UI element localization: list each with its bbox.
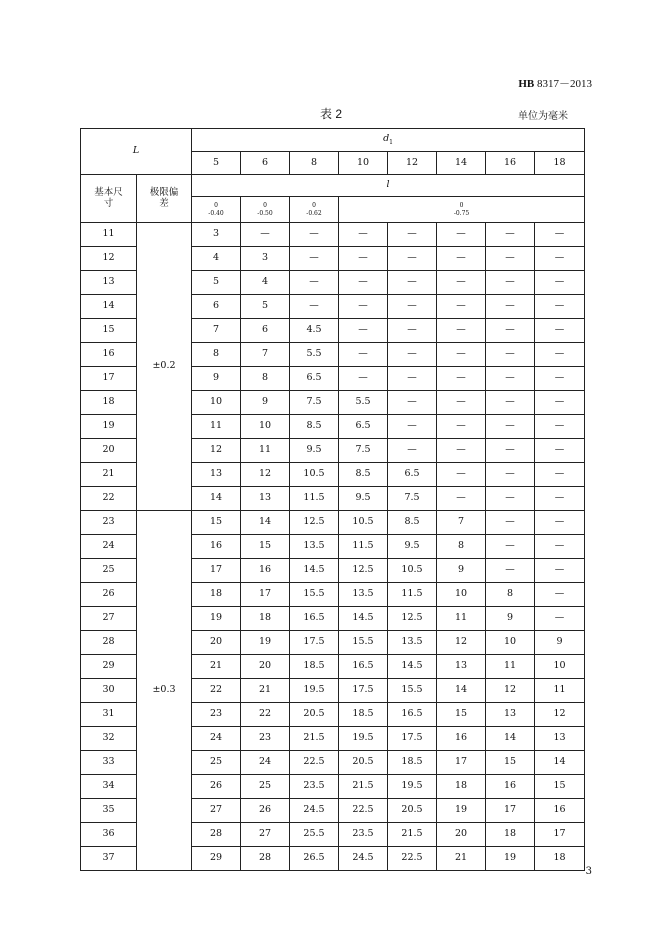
l-value-cell: 19 bbox=[437, 799, 486, 823]
l-value-cell: 11.5 bbox=[290, 487, 339, 511]
l-value-cell: 15.5 bbox=[290, 583, 339, 607]
basic-size-cell: 28 bbox=[81, 631, 137, 655]
l-value-cell: 21 bbox=[437, 847, 486, 871]
tol-upper: 0 bbox=[459, 202, 464, 209]
unit-note: 单位为毫米 bbox=[518, 111, 568, 122]
l-value-cell: — bbox=[437, 463, 486, 487]
basic-size-cell: 14 bbox=[81, 295, 137, 319]
basic-size-cell: 15 bbox=[81, 319, 137, 343]
l-value-cell: 17 bbox=[486, 799, 535, 823]
l-value-cell: — bbox=[486, 463, 535, 487]
l-value-cell: 10.5 bbox=[290, 463, 339, 487]
l-value-cell: 21.5 bbox=[388, 823, 437, 847]
basic-size-cell: 26 bbox=[81, 583, 137, 607]
tolerance-d6 bbox=[241, 197, 290, 223]
l-value-cell: 19.5 bbox=[290, 679, 339, 703]
basic-size-cell: 32 bbox=[81, 727, 137, 751]
l-value-cell: 15 bbox=[437, 703, 486, 727]
l-value-cell: — bbox=[241, 223, 290, 247]
l-value-cell: — bbox=[388, 343, 437, 367]
l-value-cell: 21.5 bbox=[290, 727, 339, 751]
tol-lower: -0.40 bbox=[208, 209, 224, 217]
page-number: 3 bbox=[585, 866, 592, 877]
l-value-cell: 16.5 bbox=[339, 655, 388, 679]
l-value-cell: 6.5 bbox=[339, 415, 388, 439]
l-value-cell: 18.5 bbox=[339, 703, 388, 727]
l-value-cell: 16 bbox=[192, 535, 241, 559]
l-value-cell: 8.5 bbox=[388, 511, 437, 535]
d-value: 14 bbox=[437, 152, 486, 175]
l-value-cell: 10.5 bbox=[339, 511, 388, 535]
basic-size-cell: 19 bbox=[81, 415, 137, 439]
l-value-cell: 12.5 bbox=[388, 607, 437, 631]
tolerance-d5 bbox=[192, 197, 241, 223]
l-value-cell: 19.5 bbox=[388, 775, 437, 799]
l-value-cell: 14 bbox=[241, 511, 290, 535]
l-value-cell: — bbox=[535, 439, 585, 463]
l-value-cell: 5 bbox=[241, 295, 290, 319]
basic-size-cell: 20 bbox=[81, 439, 137, 463]
basic-size-cell: 37 bbox=[81, 847, 137, 871]
l-value-cell: 25.5 bbox=[290, 823, 339, 847]
l-value-cell: — bbox=[388, 247, 437, 271]
d-value: 18 bbox=[535, 152, 585, 175]
l-value-cell: 20 bbox=[437, 823, 486, 847]
l-value-cell: 17 bbox=[192, 559, 241, 583]
l-value-cell: 20.5 bbox=[339, 751, 388, 775]
l-value-cell: 11 bbox=[192, 415, 241, 439]
l-value-cell: 20 bbox=[192, 631, 241, 655]
tol-upper: 0 bbox=[214, 202, 218, 209]
l-value-cell: 13 bbox=[486, 703, 535, 727]
l-value-cell: 14 bbox=[535, 751, 585, 775]
l-value-cell: 20.5 bbox=[388, 799, 437, 823]
l-value-cell: 15.5 bbox=[388, 679, 437, 703]
tolerance-d8 bbox=[290, 197, 339, 223]
l-value-cell: 13 bbox=[437, 655, 486, 679]
table-row bbox=[81, 511, 585, 535]
l-value-cell: — bbox=[535, 415, 585, 439]
l-value-cell: 14.5 bbox=[388, 655, 437, 679]
l-value-cell: — bbox=[535, 583, 585, 607]
l-value-cell: — bbox=[486, 391, 535, 415]
d-value: 8 bbox=[290, 152, 339, 175]
l-value-cell: 21 bbox=[241, 679, 290, 703]
basic-size-cell: 24 bbox=[81, 535, 137, 559]
l-value-cell: 11 bbox=[535, 679, 585, 703]
l-value-cell: — bbox=[486, 415, 535, 439]
l-value-cell: 26.5 bbox=[290, 847, 339, 871]
l-value-cell: 22 bbox=[241, 703, 290, 727]
l-value-cell: 14 bbox=[192, 487, 241, 511]
l-value-cell: — bbox=[437, 319, 486, 343]
l-value-cell: 21.5 bbox=[339, 775, 388, 799]
l-value-cell: — bbox=[486, 535, 535, 559]
d-value: 12 bbox=[388, 152, 437, 175]
l-value-cell: — bbox=[290, 271, 339, 295]
l-value-cell: — bbox=[388, 391, 437, 415]
l-value-cell: 8 bbox=[437, 535, 486, 559]
l-value-cell: 28 bbox=[192, 823, 241, 847]
l-value-cell: — bbox=[486, 295, 535, 319]
l-value-cell: 9.5 bbox=[388, 535, 437, 559]
l-value-cell: 13.5 bbox=[388, 631, 437, 655]
l-value-cell: 18 bbox=[192, 583, 241, 607]
l-value-cell: 8 bbox=[241, 367, 290, 391]
l-value-cell: — bbox=[437, 367, 486, 391]
basic-size-cell: 21 bbox=[81, 463, 137, 487]
l-value-cell: 14.5 bbox=[290, 559, 339, 583]
table-caption: 表 2 bbox=[319, 107, 342, 121]
l-value-cell: 15 bbox=[192, 511, 241, 535]
l-value-cell: 10 bbox=[241, 415, 290, 439]
l-value-cell: 18 bbox=[486, 823, 535, 847]
l-value-cell: — bbox=[535, 343, 585, 367]
standard-prefix: HB bbox=[518, 78, 535, 90]
basic-size-cell: 22 bbox=[81, 487, 137, 511]
l-value-cell: 18 bbox=[437, 775, 486, 799]
l-value-cell: — bbox=[339, 295, 388, 319]
l-value-cell: — bbox=[388, 367, 437, 391]
l-value-cell: 19 bbox=[486, 847, 535, 871]
l-value-cell: 16.5 bbox=[290, 607, 339, 631]
tol-upper: 0 bbox=[263, 202, 267, 209]
basic-size-cell: 11 bbox=[81, 223, 137, 247]
d1-header bbox=[192, 129, 585, 152]
l-value-cell: — bbox=[437, 247, 486, 271]
basic-size-cell: 27 bbox=[81, 607, 137, 631]
l-value-cell: 6.5 bbox=[388, 463, 437, 487]
d-value: 5 bbox=[192, 152, 241, 175]
l-value-cell: — bbox=[437, 391, 486, 415]
l-value-cell: 20 bbox=[241, 655, 290, 679]
basic-size-cell: 33 bbox=[81, 751, 137, 775]
l-value-cell: 18.5 bbox=[290, 655, 339, 679]
dimension-table bbox=[80, 128, 585, 871]
l-value-cell: 20.5 bbox=[290, 703, 339, 727]
l-value-cell: 8.5 bbox=[339, 463, 388, 487]
l-value-cell: 17.5 bbox=[339, 679, 388, 703]
l-value-cell: — bbox=[388, 223, 437, 247]
l-value-cell: 15 bbox=[241, 535, 290, 559]
l-value-cell: — bbox=[486, 487, 535, 511]
l-value-cell: 23 bbox=[192, 703, 241, 727]
basic-size-cell: 12 bbox=[81, 247, 137, 271]
l-value-cell: 5 bbox=[192, 271, 241, 295]
l-value-cell: 17.5 bbox=[388, 727, 437, 751]
table-row bbox=[81, 223, 585, 247]
l-value-cell: 8.5 bbox=[290, 415, 339, 439]
l-value-cell: 18.5 bbox=[388, 751, 437, 775]
l-value-cell: 25 bbox=[192, 751, 241, 775]
L-header: L bbox=[81, 129, 192, 175]
l-value-cell: — bbox=[486, 319, 535, 343]
l-value-cell: 17 bbox=[535, 823, 585, 847]
l-value-cell: — bbox=[339, 367, 388, 391]
l-value-cell: 24 bbox=[241, 751, 290, 775]
l-value-cell: — bbox=[437, 343, 486, 367]
l-value-cell: 12 bbox=[192, 439, 241, 463]
l-value-cell: 6.5 bbox=[290, 367, 339, 391]
l-value-cell: 3 bbox=[192, 223, 241, 247]
l-value-cell: 12 bbox=[241, 463, 290, 487]
l-value-cell: 15 bbox=[486, 751, 535, 775]
d-subscript: 1 bbox=[389, 138, 393, 146]
l-value-cell: — bbox=[437, 271, 486, 295]
l-value-cell: 24.5 bbox=[290, 799, 339, 823]
d-value: 16 bbox=[486, 152, 535, 175]
l-value-cell: 22 bbox=[192, 679, 241, 703]
l-value-cell: 14 bbox=[437, 679, 486, 703]
l-value-cell: 10 bbox=[486, 631, 535, 655]
l-value-cell: — bbox=[535, 295, 585, 319]
l-value-cell: 26 bbox=[192, 775, 241, 799]
l-value-cell: 4.5 bbox=[290, 319, 339, 343]
l-value-cell: — bbox=[535, 271, 585, 295]
l-value-cell: — bbox=[535, 511, 585, 535]
l-value-cell: 28 bbox=[241, 847, 290, 871]
basic-size-cell: 35 bbox=[81, 799, 137, 823]
l-value-cell: 7.5 bbox=[339, 439, 388, 463]
standard-code bbox=[518, 75, 592, 91]
l-value-cell: — bbox=[486, 367, 535, 391]
l-value-cell: 18 bbox=[535, 847, 585, 871]
basic-size-cell: 23 bbox=[81, 511, 137, 535]
l-value-cell: 14 bbox=[486, 727, 535, 751]
l-value-cell: 13 bbox=[192, 463, 241, 487]
l-value-cell: 16 bbox=[437, 727, 486, 751]
basic-size-cell: 34 bbox=[81, 775, 137, 799]
l-value-cell: — bbox=[339, 223, 388, 247]
l-value-cell: 22.5 bbox=[290, 751, 339, 775]
l-value-cell: 17 bbox=[437, 751, 486, 775]
l-value-cell: 24.5 bbox=[339, 847, 388, 871]
tol-upper: 0 bbox=[312, 202, 316, 209]
l-value-cell: — bbox=[535, 487, 585, 511]
l-value-cell: 7 bbox=[192, 319, 241, 343]
d-value: 10 bbox=[339, 152, 388, 175]
l-value-cell: 12 bbox=[486, 679, 535, 703]
l-value-cell: — bbox=[486, 559, 535, 583]
l-value-cell: — bbox=[437, 487, 486, 511]
l-value-cell: — bbox=[535, 367, 585, 391]
l-value-cell: — bbox=[290, 223, 339, 247]
l-value-cell: 16 bbox=[486, 775, 535, 799]
l-value-cell: 16.5 bbox=[388, 703, 437, 727]
basic-size-cell: 16 bbox=[81, 343, 137, 367]
l-value-cell: 9.5 bbox=[339, 487, 388, 511]
l-value-cell: 24 bbox=[192, 727, 241, 751]
l-value-cell: — bbox=[437, 439, 486, 463]
l-value-cell: — bbox=[437, 295, 486, 319]
limit-deviation-cell: ±0.2 bbox=[137, 223, 192, 511]
l-value-cell: 23 bbox=[241, 727, 290, 751]
l-value-cell: 6 bbox=[241, 319, 290, 343]
l-value-cell: 10 bbox=[192, 391, 241, 415]
limit-deviation-cell: ±0.3 bbox=[137, 511, 192, 871]
l-value-cell: — bbox=[339, 343, 388, 367]
l-value-cell: 8 bbox=[192, 343, 241, 367]
l-value-cell: 16 bbox=[535, 799, 585, 823]
l-value-cell: 13.5 bbox=[339, 583, 388, 607]
l-value-cell: — bbox=[339, 271, 388, 295]
l-value-cell: — bbox=[388, 415, 437, 439]
l-value-cell: 11 bbox=[241, 439, 290, 463]
l-value-cell: 9 bbox=[437, 559, 486, 583]
l-value-cell: — bbox=[486, 511, 535, 535]
l-value-cell: 29 bbox=[192, 847, 241, 871]
l-value-cell: — bbox=[535, 607, 585, 631]
l-value-cell: 7 bbox=[241, 343, 290, 367]
l-value-cell: 26 bbox=[241, 799, 290, 823]
l-value-cell: 27 bbox=[241, 823, 290, 847]
l-value-cell: 13.5 bbox=[290, 535, 339, 559]
l-value-cell: 22.5 bbox=[388, 847, 437, 871]
l-value-cell: 7 bbox=[437, 511, 486, 535]
l-value-cell: 15.5 bbox=[339, 631, 388, 655]
l-value-cell: 9 bbox=[241, 391, 290, 415]
l-value-cell: 12.5 bbox=[339, 559, 388, 583]
tol-lower: -0.50 bbox=[257, 209, 273, 217]
l-value-cell: — bbox=[388, 295, 437, 319]
l-value-cell: 9 bbox=[486, 607, 535, 631]
l-value-cell: 17 bbox=[241, 583, 290, 607]
l-value-cell: 11.5 bbox=[339, 535, 388, 559]
l-value-cell: 3 bbox=[241, 247, 290, 271]
l-value-cell: 10 bbox=[535, 655, 585, 679]
l-value-cell: 7.5 bbox=[290, 391, 339, 415]
l-value-cell: 17.5 bbox=[290, 631, 339, 655]
l-value-cell: 13 bbox=[241, 487, 290, 511]
l-value-cell: 11.5 bbox=[388, 583, 437, 607]
l-value-cell: — bbox=[290, 247, 339, 271]
l-value-cell: 19 bbox=[241, 631, 290, 655]
l-value-cell: — bbox=[535, 247, 585, 271]
l-value-cell: — bbox=[535, 391, 585, 415]
l-value-cell: — bbox=[437, 223, 486, 247]
l-value-cell: 9 bbox=[192, 367, 241, 391]
basic-size-cell: 29 bbox=[81, 655, 137, 679]
l-value-cell: 4 bbox=[192, 247, 241, 271]
l-value-cell: 25 bbox=[241, 775, 290, 799]
l-value-cell: 23.5 bbox=[290, 775, 339, 799]
l-value-cell: — bbox=[339, 319, 388, 343]
tol-lower: -0.62 bbox=[306, 209, 322, 217]
l-value-cell: 10 bbox=[437, 583, 486, 607]
l-value-cell: 19 bbox=[192, 607, 241, 631]
l-value-cell: 6 bbox=[192, 295, 241, 319]
tolerance-d10-18 bbox=[339, 197, 585, 223]
l-value-cell: 11 bbox=[486, 655, 535, 679]
l-value-cell: 9 bbox=[535, 631, 585, 655]
basic-size-cell: 17 bbox=[81, 367, 137, 391]
l-value-cell: — bbox=[486, 223, 535, 247]
l-value-cell: 21 bbox=[192, 655, 241, 679]
l-value-cell: — bbox=[388, 271, 437, 295]
l-value-cell: 18 bbox=[241, 607, 290, 631]
l-value-cell: 12 bbox=[437, 631, 486, 655]
d-symbol: d bbox=[383, 132, 390, 144]
basic-size-cell: 25 bbox=[81, 559, 137, 583]
limit-deviation-header: 极限偏差 bbox=[137, 175, 192, 223]
basic-size-header: 基本尺寸 bbox=[81, 175, 137, 223]
l-value-cell: 15 bbox=[535, 775, 585, 799]
l-value-cell: 8 bbox=[486, 583, 535, 607]
l-value-cell: 12 bbox=[535, 703, 585, 727]
l-value-cell: 12.5 bbox=[290, 511, 339, 535]
l-value-cell: — bbox=[486, 271, 535, 295]
tol-lower: -0.75 bbox=[453, 209, 470, 217]
basic-size-cell: 31 bbox=[81, 703, 137, 727]
l-value-cell: — bbox=[535, 535, 585, 559]
l-value-cell: — bbox=[290, 295, 339, 319]
l-value-cell: 4 bbox=[241, 271, 290, 295]
l-value-cell: — bbox=[535, 559, 585, 583]
basic-size-cell: 36 bbox=[81, 823, 137, 847]
l-value-cell: 27 bbox=[192, 799, 241, 823]
l-value-cell: — bbox=[339, 247, 388, 271]
l-value-cell: 10.5 bbox=[388, 559, 437, 583]
l-value-cell: — bbox=[486, 343, 535, 367]
l-value-cell: 7.5 bbox=[388, 487, 437, 511]
l-header: l bbox=[192, 175, 585, 197]
l-value-cell: 9.5 bbox=[290, 439, 339, 463]
l-value-cell: 19.5 bbox=[339, 727, 388, 751]
standard-number: 8317－2013 bbox=[537, 78, 592, 90]
l-value-cell: — bbox=[486, 247, 535, 271]
l-value-cell: — bbox=[535, 463, 585, 487]
basic-size-cell: 30 bbox=[81, 679, 137, 703]
l-value-cell: 5.5 bbox=[290, 343, 339, 367]
l-value-cell: — bbox=[486, 439, 535, 463]
l-value-cell: — bbox=[535, 319, 585, 343]
l-value-cell: 5.5 bbox=[339, 391, 388, 415]
l-value-cell: — bbox=[437, 415, 486, 439]
l-value-cell: — bbox=[535, 223, 585, 247]
l-value-cell: 22.5 bbox=[339, 799, 388, 823]
l-value-cell: 14.5 bbox=[339, 607, 388, 631]
l-value-cell: 13 bbox=[535, 727, 585, 751]
l-value-cell: 11 bbox=[437, 607, 486, 631]
d-value: 6 bbox=[241, 152, 290, 175]
l-value-cell: 23.5 bbox=[339, 823, 388, 847]
l-value-cell: — bbox=[388, 319, 437, 343]
basic-size-cell: 18 bbox=[81, 391, 137, 415]
basic-size-cell: 13 bbox=[81, 271, 137, 295]
l-value-cell: — bbox=[388, 439, 437, 463]
l-value-cell: 16 bbox=[241, 559, 290, 583]
